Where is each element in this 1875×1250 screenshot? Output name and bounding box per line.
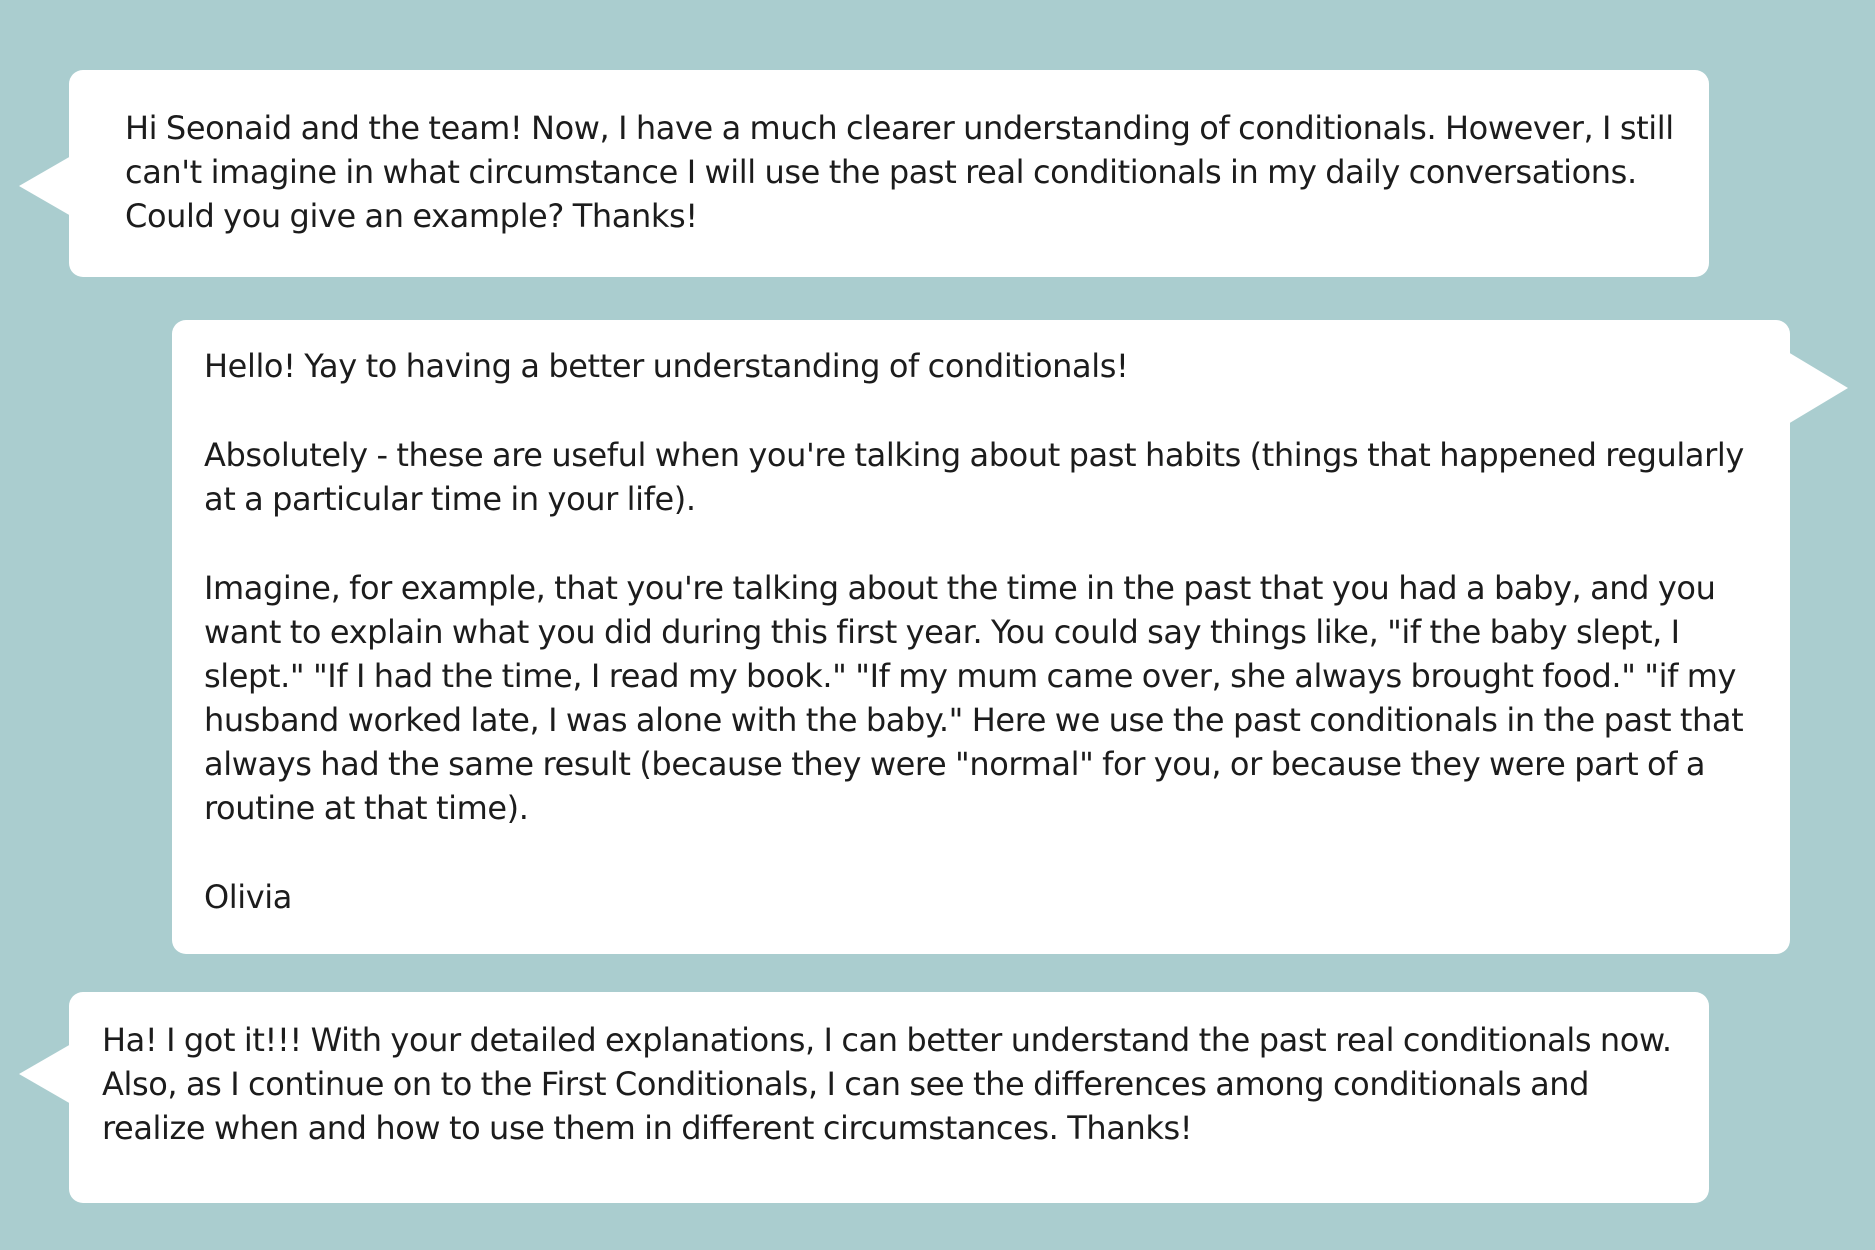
speech-tail-left [19, 156, 71, 216]
message-paragraph: Absolutely - these are useful when you're talking about past habits (things that happened regularly at a particular time in your life). [204, 436, 1744, 518]
message-bubble-student-1 [69, 70, 1709, 277]
message-text: Ha! I got it!!! With your detailed explanations, I can better understand the past real conditionals now. Also, as I continue on to the First Conditionals, I can see the differences among conditionals and realize when and how to use them in different circumstances. Thanks! [102, 1021, 1672, 1147]
message-greeting: Hello! Yay to having a better understanding of conditionals! [204, 347, 1129, 385]
message-signature: Olivia [204, 878, 293, 916]
message-bubble-student-2 [69, 992, 1709, 1203]
speech-tail-right [1788, 352, 1848, 424]
message-bubble-teacher [172, 320, 1790, 954]
message-paragraph: Imagine, for example, that you're talking about the time in the past that you had a baby, and you want to explain what you did during this first year. You could say things like, "if the baby slept, I slept." "If I had the time, I read my book." "If my mum came over, she always brought food." "if my husband worked late, I was alone with the baby." Here we use the past conditionals in the past that always had the same result (because they were "normal" for you, or because they were part of a routine at that time). [204, 569, 1744, 827]
speech-tail-left [19, 1044, 71, 1104]
message-text: Hi Seonaid and the team! Now, I have a much clearer understanding of conditionals. However, I still can't imagine in what circumstance I will use the past real conditionals in my daily conversations. Could you give an example? Thanks! [125, 109, 1674, 235]
